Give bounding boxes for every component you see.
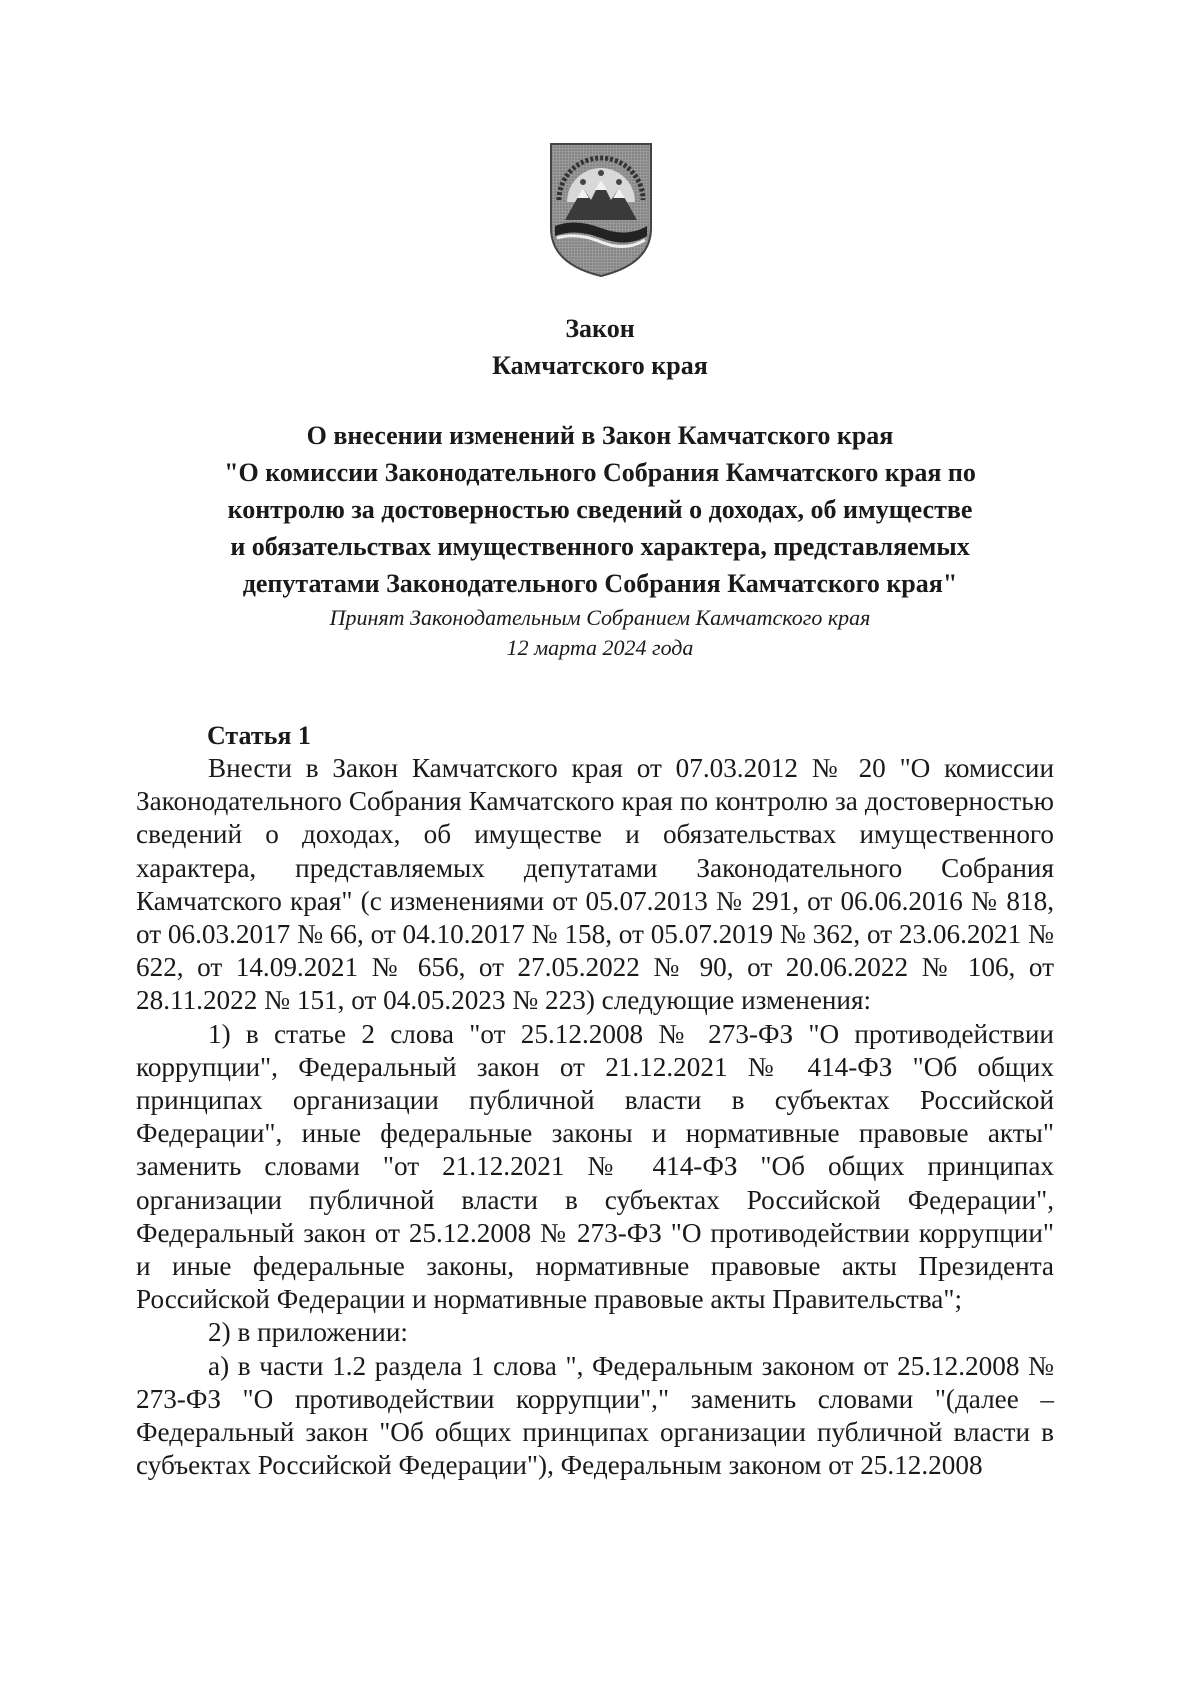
article-heading: Статья 1 bbox=[207, 721, 311, 750]
law-title-line: Закон bbox=[565, 314, 635, 343]
law-title-line: Камчатского края bbox=[492, 351, 708, 380]
article-paragraph: Внести в Закон Камчатского края от 07.03.2012 № 20 "О комиссии Законодательного Собрания Камчатского края по контролю за достоверностью сведений о доходах, об имуществе и обязательствах имущественного характера, представляемых депутатами Законодательного Собрания Камчатского края" (с изменениями от 05.07.2013 № 291, от 06.06.2016 № 818, от 06.03.2017 № 66, от 04.10.2017 № 158, от 05.07.2019 № 362, от 23.06.2021 № 622, от 14.09.2021 № 656, от 27.05.2022 № 90, от 20.06.2022 № 106, от 28.11.2022 № 151, от 04.05.2023 № 223) следующие изменения: bbox=[136, 753, 1054, 1016]
subject-line: и обязательствах имущественного характера, представляемых bbox=[230, 532, 970, 561]
article-paragraph: а) в части 1.2 раздела 1 слова ", Федеральным законом от 25.12.2008 № 273-ФЗ "О противодействии коррупции"," заменить словами "(далее – Федеральный закон "Об общих принципах организации публичной власти в субъектах Российской Федерации"), Федеральным законом от 25.12.2008 bbox=[136, 1350, 1054, 1481]
law-title bbox=[150, 310, 1050, 384]
subject-line: "О комиссии Законодательного Собрания Камчатского края по bbox=[224, 458, 976, 487]
subject-line: контролю за достоверностью сведений о доходах, об имуществе bbox=[227, 495, 973, 524]
article-body bbox=[136, 752, 1054, 1482]
adoption-note bbox=[150, 603, 1050, 663]
adoption-line: Принят Законодательным Собранием Камчатского края bbox=[329, 605, 871, 630]
subject-line: О внесении изменений в Закон Камчатского края bbox=[306, 421, 894, 450]
adoption-date: 12 марта 2024 года bbox=[506, 635, 694, 660]
article-paragraph: 1) в статье 2 слова "от 25.12.2008 № 273-ФЗ "О противодействии коррупции", Федеральный закон от 21.12.2021 № 414-ФЗ "Об общих принципах организации публичной власти в субъектах Российской Федерации", иные федеральные законы и нормативные правовые акты" заменить словами "от 21.12.2021 № 414-ФЗ "Об общих принципах организации публичной власти в субъектах Российской Федерации", Федеральный закон от 25.12.2008 № 273-ФЗ "О противодействии коррупции" и иные федеральные законы, нормативные правовые акты Президента Российской Федерации и нормативные правовые акты Правительства"; bbox=[136, 1018, 1054, 1315]
article-paragraph: 2) в приложении: bbox=[208, 1317, 408, 1348]
coat-of-arms-emblem bbox=[545, 140, 657, 280]
subject-line: депутатами Законодательного Собрания Камчатского края" bbox=[242, 569, 958, 598]
law-subject-title bbox=[150, 417, 1050, 602]
